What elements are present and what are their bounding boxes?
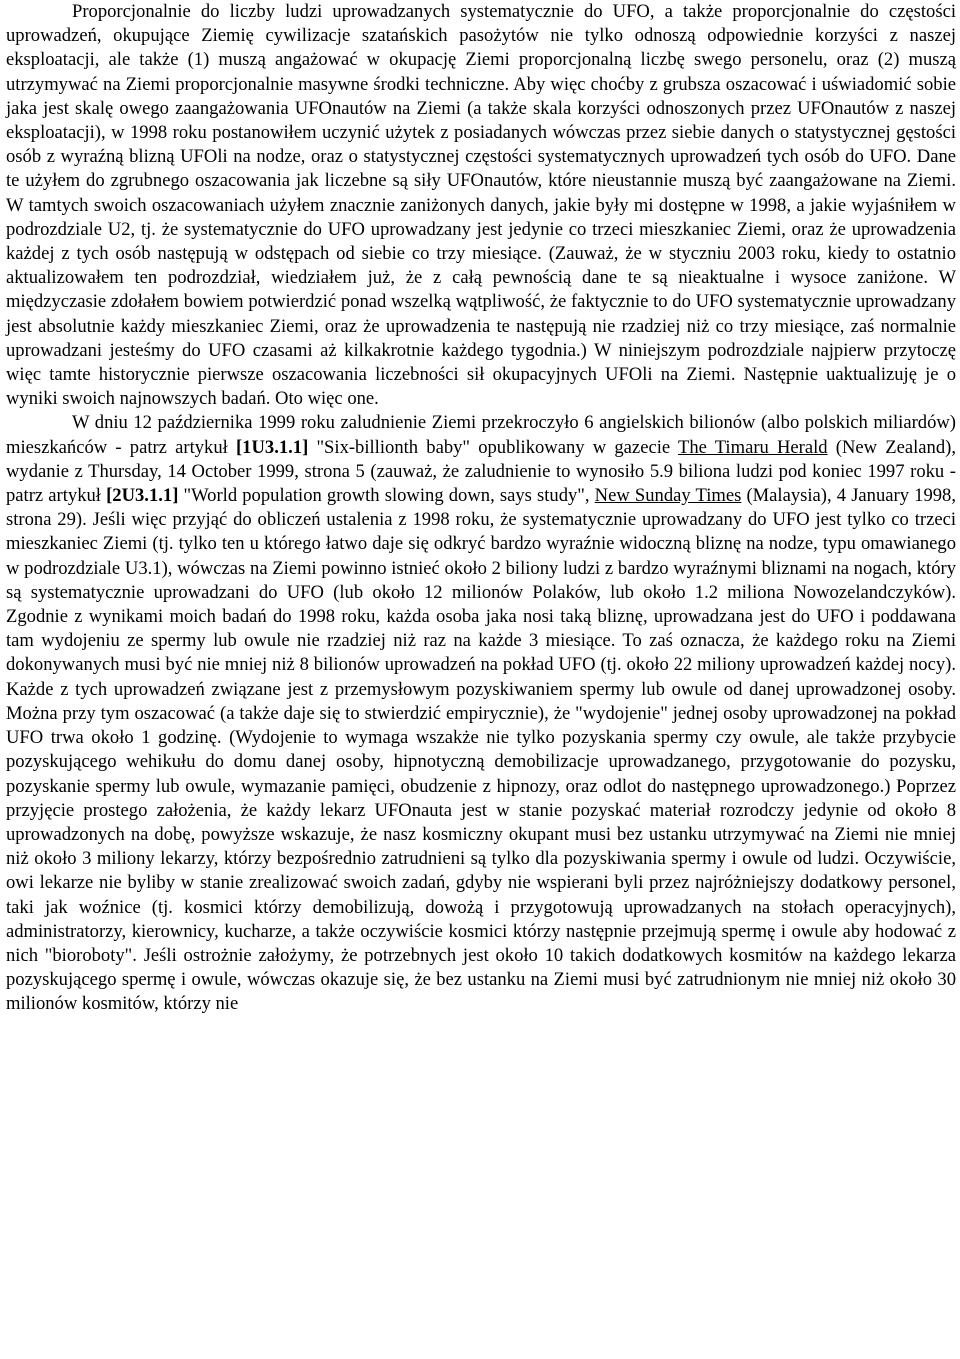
text-segment: (Malaysia), 4 January 1998, strona 29). Jeśli więc przyjąć do obliczeń ustalenia z 1998 roku, że systematycznie uprowadzany do UFO jest tylko co trzeci mieszkaniec Ziemi (tj. tylko ten u którego łatwo daje się odkryć bardzo wyraźnie widoczną bliznę na nodze, typu omawianego w podrozdziale U3.1), wówczas na Ziemi powinno istnieć około 2 biliony ludzi z bardzo wyraźnymi bliznami na nogach, który są systematycznie uprowadzani do UFO (lub około 12 milionów Polaków, lub około 1.2 miliona Nowozelandczyków). Zgodnie z wynikami moich badań do 1998 roku, każda osoba jaka nosi taką bliznę, uprowadzana jest do UFO i poddawana tam wydojeniu ze spermy lub owule nie rzadziej niż raz na każde 3 miesiące. To zaś oznacza, że każdego roku na Ziemi dokonywanych musi być nie mniej niż 8 bilionów uprowadzeń na pokład UFO (tj. około 22 miliony uprowadzeń każdej nocy). Każde z tych uprowadzeń związane jest z przemysłowym pozyskiwaniem spermy lub owule od danej uprowadzonej osoby. Można przy tym oszacować (a także daje się to stwierdzić empirycznie), że "wydojenie" jednej osoby uprowadzonej na pokład UFO trwa około 1 godzinę. (Wydojenie to wymaga wszakże nie tylko pozyskania spermy czy owule, ale także przybycie pozyskującego wehikułu do domu danej osoby, hipnotyczną demobilizacje uprowadzanego, przygotowanie do pozysku, pozyskanie spermy lub owule, wymazanie pamięci, obudzenie z hipnozy, oraz odlot do następnego uprowadzonego.) Poprzez przyjęcie prostego założenia, że każdy lekarz UFOnauta jest w stanie pozyskać materiał rozrodczy jedynie od około 8 uprowadzonych na dobę, powyższe wskazuje, że nasz kosmiczny okupant musi bez ustanku utrzymywać na Ziemi nie mniej niż około 3 miliony lekarzy, którzy bezpośrednio zatrudnieni są tylko dla pozyskiwania spermy i owule od ludzi. Oczywiście, owi lekarze nie byliby w stanie zrealizować swoich zadań, gdyby nie wspierani byli przez najróżniejszy dodatkowy personel, taki jak woźnice (tj. kosmici którzy demobilizują, dowożą i przygotowują uprowadzanych na stołach operacyjnych), administratorzy, kierownicy, kucharze, a także oczywiście kosmici którzy następnie przejmują spermę i owule aby hodować z nich "bioroboty". Jeśli ostrożnie założymy, że potrzebnych jest około 10 takich dodatkowych kosmitów na każdego lekarza pozyskującego spermę i owule, wówczas okazuje się, że bez ustanku na Ziemi musi być zatrudnionym nie mniej niż około 30 milionów kosmitów, którzy nie <box>6 485 956 1015</box>
newspaper-title: New Sunday Times <box>594 485 742 507</box>
citation-reference: [1U3.1.1] <box>235 436 309 458</box>
text-segment: Proporcjonalnie do liczby ludzi uprowadzanych systematycznie do UFO, a także proporcjonalnie do częstości uprowadzeń, okupujące Ziemię cywilizacje szatańskich pasożytów nie tylko odnoszą odpowiednie korzyści z naszej eksploatacji, ale także (1) muszą angażować w okupację Ziemi proporcjonalną liczbę swego personelu, oraz (2) muszą utrzymywać na Ziemi proporcjonalnie masywne środki techniczne. Aby więc choćby z grubsza oszacować i uświadomić sobie jaka jest skalę owego zaangażowania UFOnautów na Ziemi (a także skala korzyści odnoszonych przez UFOnautów z naszej eksploatacji), w 1998 roku postanowiłem uczynić użytek z posiadanych wówczas przez siebie danych o statystycznej gęstości osób z wyraźną blizną UFOli na nodze, oraz o statystycznej częstości systematycznych uprowadzeń tych osób do UFO. Dane te użyłem do zgrubnego oszacowania jak liczebne są siły UFOnautów, które nieustannie muszą być zaangażowane na Ziemi. W tamtych swoich oszacowaniach użyłem znacznie zaniżonych danych, jakie były mi dostępne w 1998, a jakie wyjaśniłem w podrozdziale U2, tj. że systematycznie do UFO uprowadzany jest jedynie co trzeci mieszkaniec Ziemi, oraz że uprowadzenia każdej z tych osób następują w odstępach od siebie co trzy miesiące. (Zauważ, że w styczniu 2003 roku, kiedy to ostatnio aktualizowałem ten podrozdział, wiedziałem już, że z całą pewnością dane te są nieaktualne i wysoce zaniżone. W międzyczasie zdołałem bowiem potwierdzić ponad wszelką wątpliwość, że faktycznie to do UFO systematycznie uprowadzany jest absolutnie każdy mieszkaniec Ziemi, oraz że uprowadzenia te następują nie rzadziej niż co trzy miesiące, zaś normalnie uprowadzani jesteśmy do UFO czasami aż kilkakrotnie każdego tygodnia.) W niniejszym podrozdziale najpierw przytoczę więc tamte historycznie pierwsze oszacowania liczebności sił okupacyjnych UFOli na Ziemi. Następnie uaktualizuję je o wyniki swoich najnowszych badań. Oto więc one. <box>6 1 956 410</box>
text-segment: (New Zealand), wydanie z Thursday, 14 October 1999, strona 5 (zauważ, że zaludnienie to wynosiło 5.9 biliona ludzi pod koniec 1997 roku - patrz artykuł <box>6 436 956 507</box>
paragraph-population <box>6 411 956 1016</box>
text-segment: W dniu 12 października 1999 roku zaludnienie Ziemi przekroczyło 6 angielskich bilionów (albo polskich miliardów) mieszkańców - patrz artykuł <box>6 412 956 458</box>
text-segment: "Six-billionth baby" opublikowany w gazecie <box>308 436 678 458</box>
citation-reference: [2U3.1.1] <box>106 485 179 507</box>
text-segment: "World population growth slowing down, says study", <box>178 485 595 507</box>
newspaper-title: The Timaru Herald <box>677 436 828 458</box>
paragraph-intro <box>6 0 956 411</box>
